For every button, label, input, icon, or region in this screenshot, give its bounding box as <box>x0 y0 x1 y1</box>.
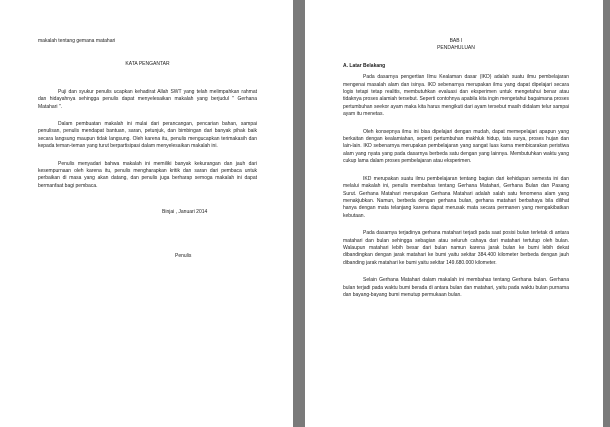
author-signature: Penulis <box>175 253 192 259</box>
paragraph-1: Puji dan syukur penulis ucapkan kehadirat Allah SWT yang telah melimpahkan rahmat dan hidayahnya sehingga penulis dapat menyelesaikan makalah yang berjudul " Gerhana Matahari ". <box>38 88 257 110</box>
place-date: Binjai , Januari 2014 <box>162 209 208 215</box>
paragraph-3: IKD merupakan suatu ilmu pembelajaran tentang bagian dari kehidupan semesta ini dan melalui makalah ini, penulis membahas tentang Gerhana Matahari, Gerhana Bulan dan Pasang Surut. Gerhana Matahari merupakan Gerhana Matahari adalah salah satu fenomena alam yang menakjubkan. Namun, berbeda dengan gerhana bulan, gerhana matahari berbahaya bila dilihat hanya dengan mata telanjang karena dapat merusak mata secara permanen yang mengakibatkan kebutaan. <box>343 175 569 219</box>
chapter-title: PENDAHULUAN <box>437 45 475 52</box>
paragraph-2: Oleh konsepnya ilmu ini bisa dipelajari dengan mudah, dapat memepelajari apapun yang berkaitan dengan kealamiahan, seperti pertumbuhan makhluk hidup, tata surya, proses hujan dan lain-lain. IKD sebenarnya merupakan pembelajaran yang sangat luas karna membicarakan peristiwa alam yang nyata yang pada dasarnya berbeda satu dengan yang lainnya. Membutuhkan waktu yang cukup lama dalam proses pembelajaran atau eksperimen. <box>343 128 569 165</box>
chapter-number: BAB I <box>449 38 463 44</box>
paragraph-4: Pada dasarnya terjadinya gerhana matahari terjadi pada saat posisi bulan terletak di antara matahari dan bulan sehingga sebagian atau seluruh cahaya dari matahari tertutup oleh bulan. Walaupun matahari lebih besar dari bulan namun karena jarak bulan ke bumi lebih dekat dibandingkan dengan jarak matahari ke bumi yaitu sekitar 384.400 kilometer berbeda dengan jauh dibanding jarak matahari ke bumi yaitu sekitar 149.680.000 kilometer. <box>343 230 569 266</box>
paragraph-2: Dalam pembuatan makalah ini mulai dari perancangan, pencarian bahan, sampai penulisan, penulis mendapat bantuan, saran, petunjuk, dan bimbingan dari banyak pihak baik secara langsung maupun tidak langsung. Oleh karena itu, penulis mengucapkan terimakasih dan kepada teman-teman yang turut berpartisipasi dalam menyelesaikan makalah ini. <box>38 121 257 150</box>
right-page <box>305 0 603 427</box>
page-title: KATA PENGANTAR <box>125 61 170 68</box>
paragraph-1: Pada dasarnya pengertian Ilmu Kealaman dasar (IKD) adalah suatu ilmu pembelajaran mengenai masalah alam dan isinya. IKD sebenarnya merupakan ilmu yang dapat dipelajari secara logis tetapi tetap realitis, membutuhkan evaluasi dan eksperimen untuk mengetahui benar atau tidaknya proses alamiah tersebut. Seperti contohnya apabila kita ingin mengetahui bagaimana proses pertumbuhan seekor ayam maka kita harus mengikuti dari ayam tersebut masih didalam telur sampai ayam itu menetas. <box>343 74 569 118</box>
paragraph-5: Selain Gerhana Matahari dalam makalah ini membahas tentang Gerhana bulan. Gerhana bulan terjadi pada waktu bumi berada di antara bulan dan matahari, yaitu pada waktu bulan purnama dan bayang-bayang bumi menutup permukaan bulan. <box>343 277 569 298</box>
section-heading: A. Latar Belakang <box>343 62 386 69</box>
header-text: makalah tentang gemana matahari <box>38 38 116 44</box>
left-page <box>0 0 293 427</box>
paragraph-3: Penulis menyadari bahwa makalah ini memiliki banyak kekurangan dan jauh dari kesempurnaan oleh karena itu, penulis mengharapkan kritik dan saran dari pembaca untuk perbaikan di masa yang akan datang, dan penulis juga berharap semoga makalah ini dapat bermanfaat bagi pembaca. <box>38 160 257 189</box>
